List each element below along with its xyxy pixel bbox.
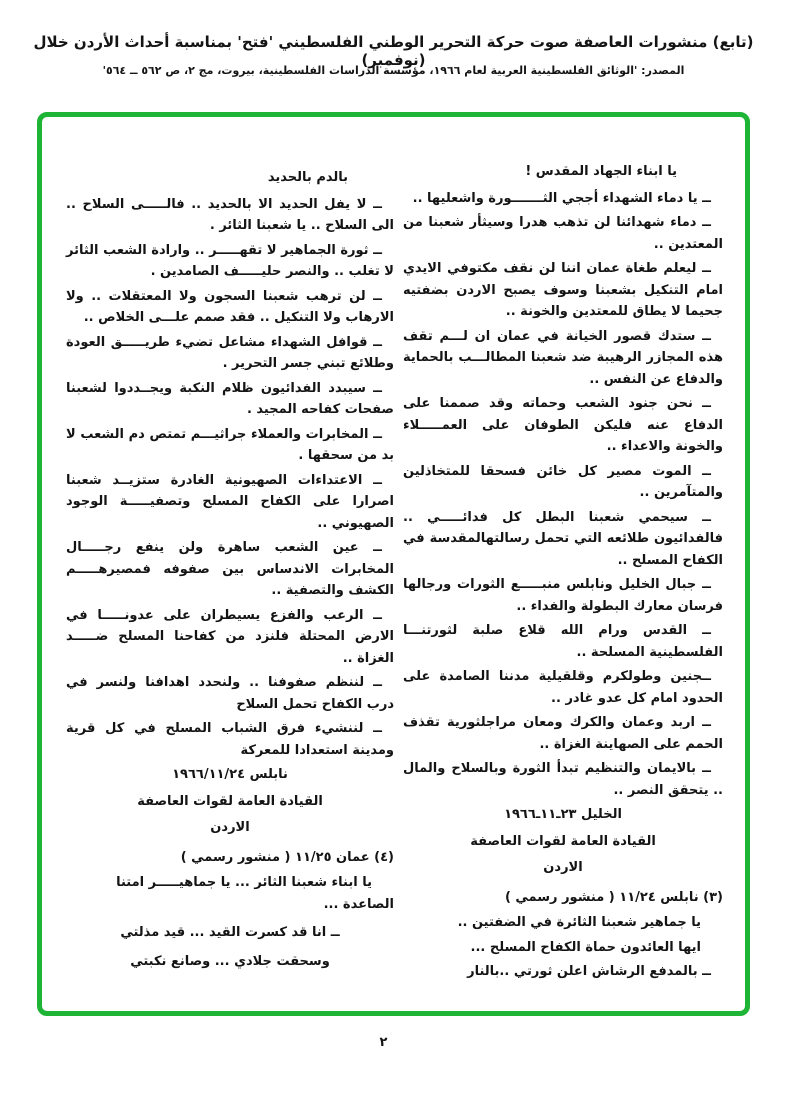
text-line: ــ عين الشعب ساهرة ولن ينفع رجـــــال المخابرات الاندساس بين صفوفه فمصيرهـــــم الكشف والتصفية .. <box>66 540 394 598</box>
text-line: بالدم بالحديد <box>267 170 348 185</box>
text-line: ــ لننظم صفوفنا .. ولنحدد اهدافنا ولنسر في درب الكفاح تحمل السلاح <box>66 675 394 712</box>
text-line: يا ابناء الجهاد المقدس ! <box>525 164 677 179</box>
text-line: ــ نحن جنود الشعب وحماته وقد صممنا على الدفاع عنه فليكن الطوفان على العمـــــلاء والخونة والاعداء .. <box>403 396 723 454</box>
text-line: ــ الموت مصير كل خائن فسحقا للمتخاذلين والمتآمرين .. <box>403 463 723 500</box>
text-line: ــ سيبدد الفدائيون ظلام النكبة ويجــددوا لشعبنا صفحات كفاحه المجيد . <box>66 380 394 417</box>
document-source: المصدر: 'الوثائق الفلسطينية العربية لعام ١٩٦٦، مؤسسة الدراسات الفلسطينية، بيروت، مج ٢، ص ٥٦٢ ــ ٥٦٤' <box>102 64 685 77</box>
text-line: القيادة العامة لقوات العاصفة <box>470 833 656 849</box>
text-line: ــ الرعب والفزع يسيطران على عدونـــــا في الارض المحتلة فلنزد من كفاحنا المسلح ضـــــد الغزاة .. <box>66 607 394 666</box>
text-line: ايها العائدون حماة الكفاح المسلح ... <box>470 939 701 955</box>
text-line: ــ قوافل الشهداء مشاعل تضيء طريـــــق العودة وطلائع تبني جسر التحرير . <box>66 334 394 371</box>
column-right <box>403 161 723 986</box>
text-line: الخليل ٢٣ـ١١ـ١٩٦٦ <box>504 807 622 822</box>
text-line: ــ لا يفل الحديد الا بالحديد .. فالـــــى السلاح .. الى السلاح .. يا شعبنا الثائر . <box>66 196 394 233</box>
text-line: ــ المخابرات والعملاء جراثيـــم تمتص دم الشعب لا بد من سحقها . <box>66 426 394 463</box>
text-line: وسحقت جلادي ... وصانع نكبتي <box>130 953 330 969</box>
text-line: يا ابناء شعبنا الثائر ... يا جماهيـــــر امتنا الصاعدة ... <box>116 875 394 912</box>
text-line: ــ ليعلم طغاة عمان اننا لن نقف مكتوفي الايدي امام التنكيل بشعبنا وسوف يصبح الاردن بضفتيه جحيما لا يطاق للمعتدين والخونة .. <box>403 261 723 319</box>
text-line: ــ لن ترهب شعبنا السجون ولا المعتقلات .. ولا الارهاب ولا التنكيل .. فقد صمم علـــى الخلاص .. <box>66 288 394 325</box>
text-line: ــ ثورة الجماهير لا تقهـــــر .. وارادة الشعب الثائر لا تغلب .. والنصر حليـــــف الصامدين . <box>66 242 394 279</box>
text-line: ــ دماء شهدائنا لن تذهب هدرا وسيثأر شعبنا من المعتدين .. <box>403 215 723 252</box>
text-line: ــ سيحمي شعبنا البطل كل فدائـــــي .. فالفدائيون طلائعه التي تحمل رسالتهالمقدسة في الكفاح المسلح .. <box>403 509 723 568</box>
text-line: ــ الاعتداءات الصهيونية الغادرة ستزيــد شعبنا اصرارا على الكفاح المسلح وتصفيـــــة الوجود الصهيوني .. <box>66 472 394 531</box>
text-line: ــ ستدك قصور الخيانة في عمان ان لـــم تقف هذه المجازر الرهيبة ضد شعبنا المطالـــب بالحماية والدفاع عن النفس .. <box>403 328 723 387</box>
text-line: ــ اربد وعمان والكرك ومعان مراجلثورية تقذف الحمم على الصهاينة الغزاة .. <box>403 715 723 752</box>
text-line: الاردن <box>543 860 583 875</box>
text-line: الاردن <box>210 820 250 835</box>
text-line: ــ لننشيء فرق الشباب المسلح في كل قرية ومدينة استعدادا للمعركة <box>66 721 394 758</box>
text-line: (٣) نابلس ١١/٢٤ ( منشور رسمي ) <box>504 889 723 905</box>
text-line: القيادة العامة لقوات العاصفة <box>137 793 323 809</box>
content-frame <box>37 112 750 1016</box>
text-line: ــ بالمدفع الرشاش اعلن ثورتي ..بالنار <box>467 964 711 979</box>
text-line: (٤) عمان ١١/٢٥ ( منشور رسمي ) <box>180 849 394 865</box>
text-line: ــ انا قد كسرت القيد ... قيد مذلتي <box>120 925 340 940</box>
text-line: نابلس ١٩٦٦/١١/٢٤ <box>172 767 288 782</box>
text-line: ــ بالايمان والتنظيم تبدأ الثورة وبالسلاح والمال .. يتحقق النصر .. <box>403 761 723 798</box>
text-line: ــ يا دماء الشهداء أججي الثـــــــورة واشعليها .. <box>412 190 711 206</box>
document-title: (تابع) منشورات العاصفة صوت حركة التحرير الوطني الفلسطيني 'فتح' بمناسبة أحداث الأردن خلال (نوفمبر) <box>33 33 754 69</box>
text-line: ــ جبال الخليل ونابلس منبـــــع الثورات ورجالها فرسان معارك البطولة والفداء .. <box>403 577 723 614</box>
column-left <box>66 167 394 975</box>
text-line: يا جماهير شعبنا الثائرة في الضفتين .. <box>457 915 701 930</box>
page-number: ٢ <box>379 1035 388 1050</box>
text-line: ــ القدس ورام الله قلاع صلبة لثورتنـــا الفلسطينية المسلحة .. <box>403 623 723 660</box>
text-line: ــجنين وطولكرم وقلقيلية مدننا الصامدة على الحدود امام كل عدو غادر .. <box>403 669 723 706</box>
